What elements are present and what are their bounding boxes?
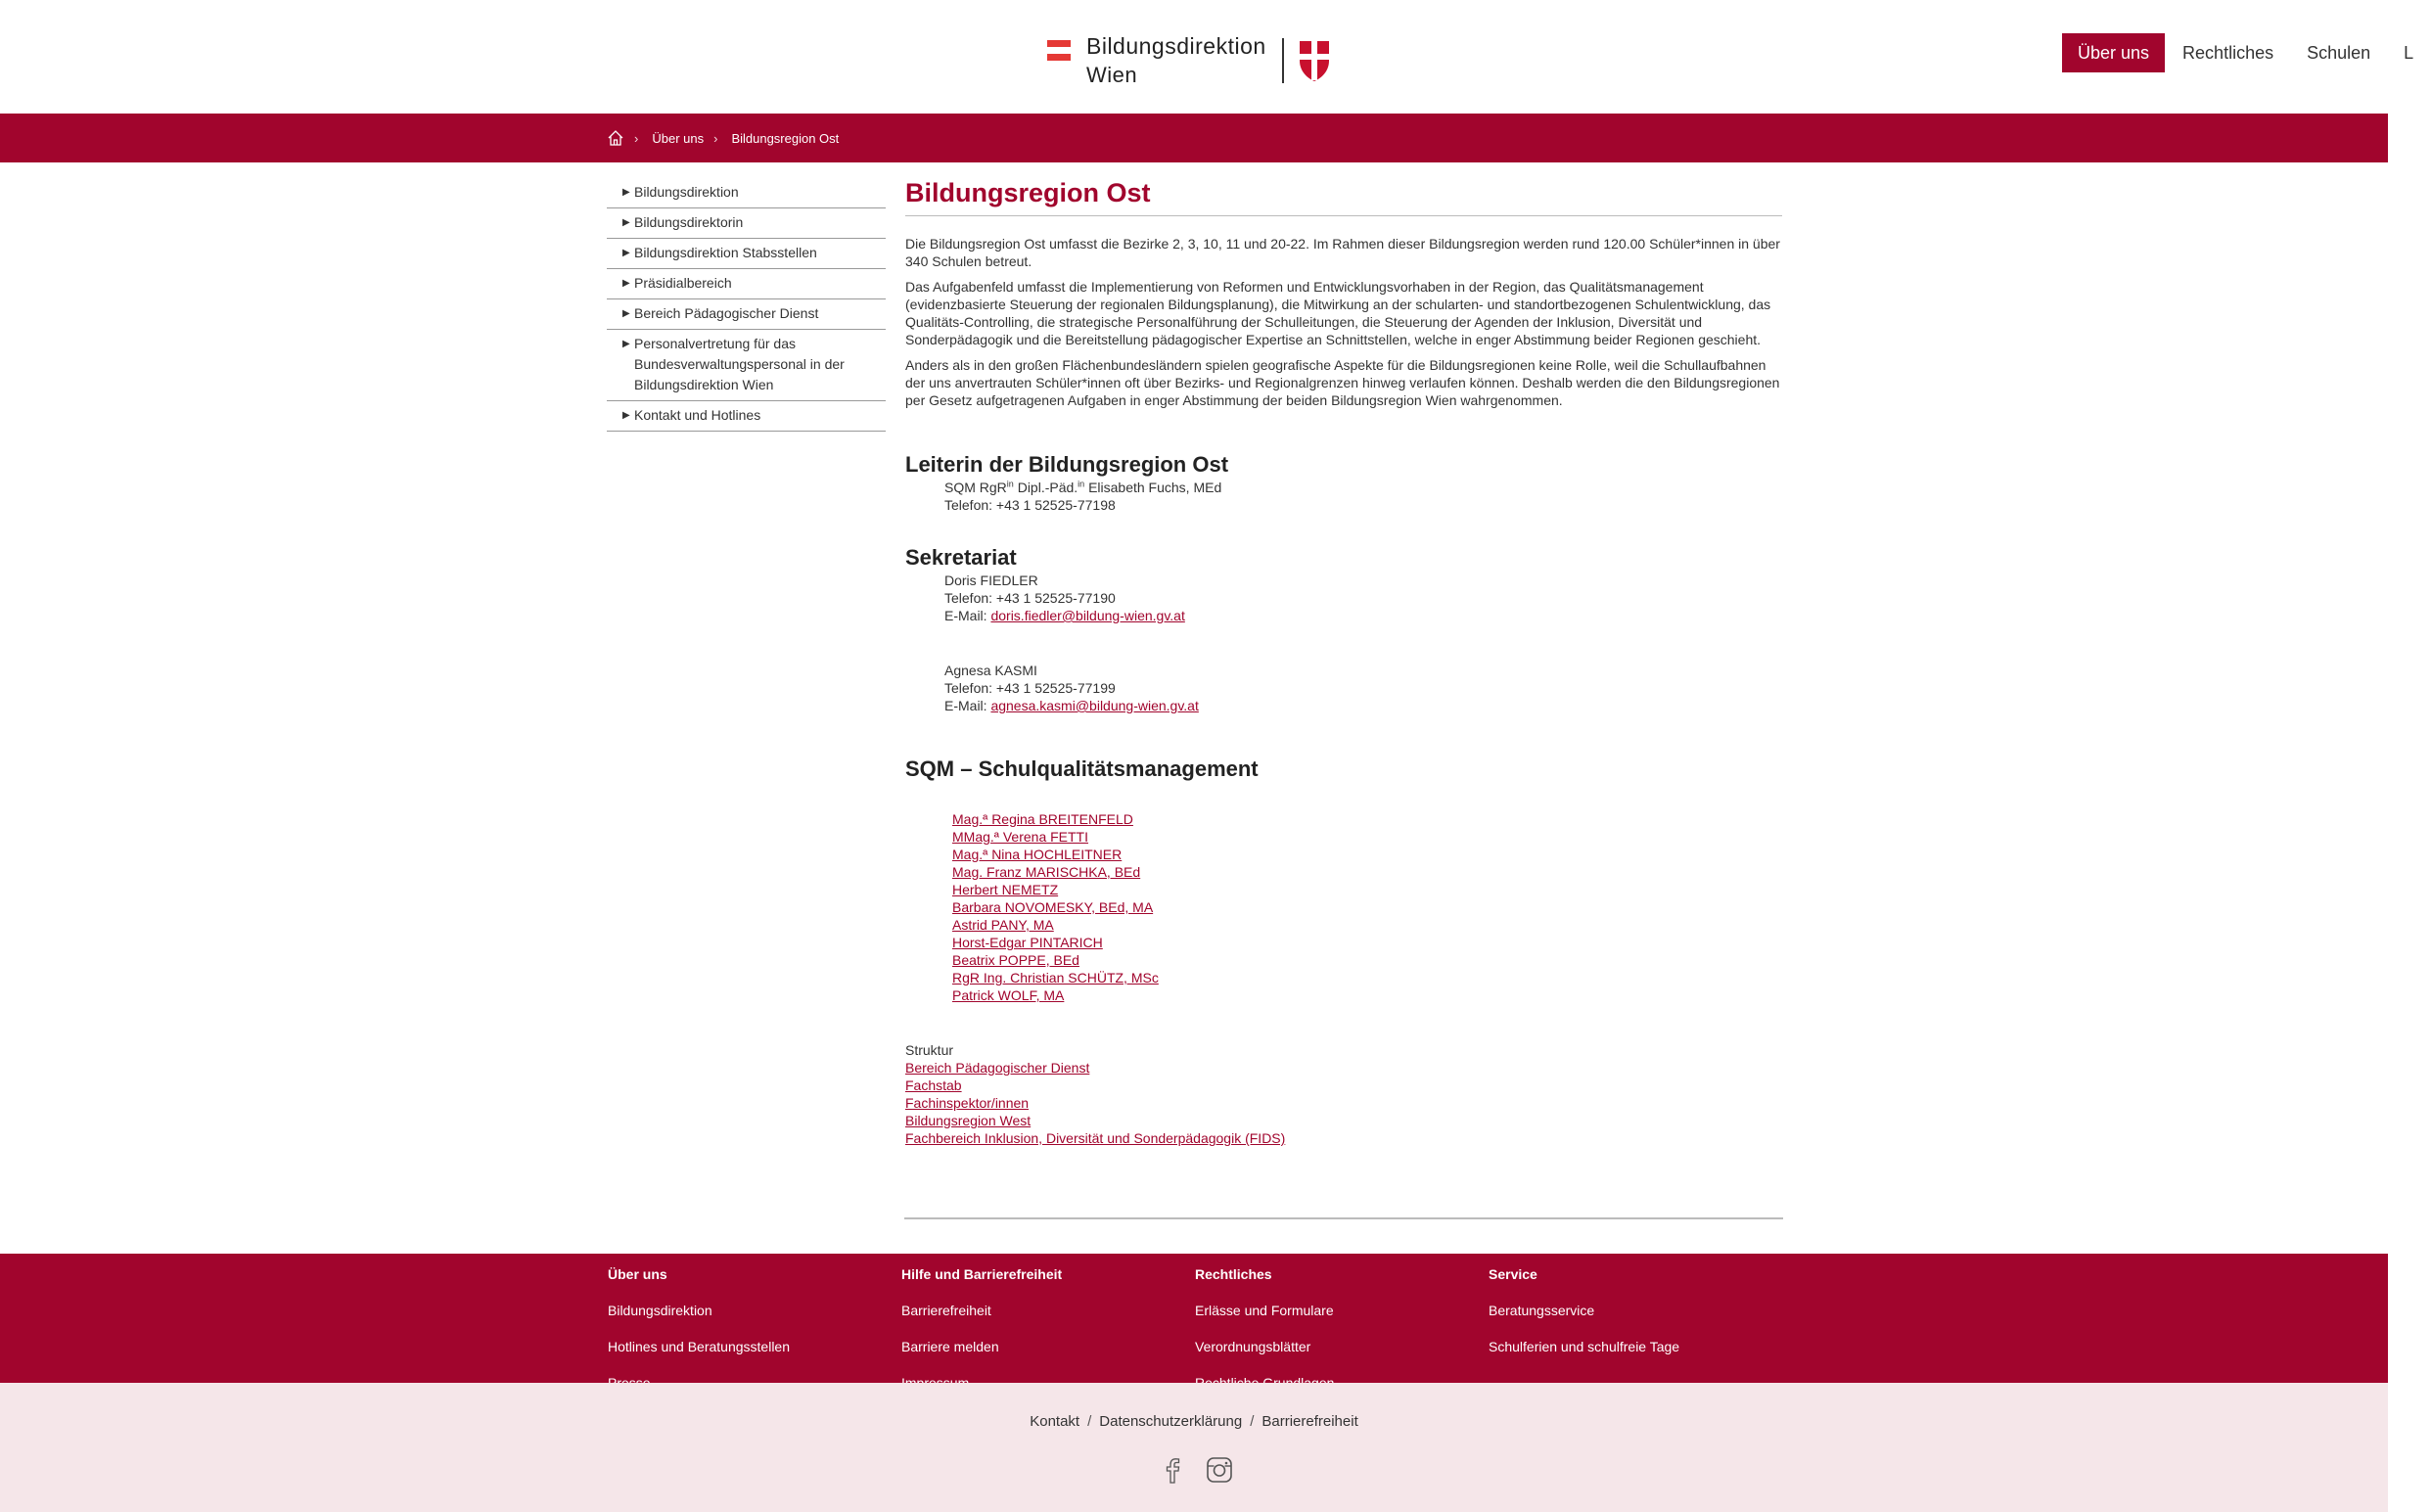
- leiterin-contact: [905, 479, 1782, 514]
- logo-title: Bildungsdirektion: [1086, 33, 1266, 59]
- sqm-person-link[interactable]: Mag.ª Nina HOCHLEITNER: [952, 847, 1123, 862]
- struktur-link[interactable]: Fachinspektor/innen: [905, 1095, 1030, 1111]
- sidebar-item-bildungsdirektion[interactable]: ▶ Bildungsdirektion: [607, 178, 886, 208]
- instagram-icon[interactable]: [1205, 1455, 1234, 1485]
- sqm-person-link[interactable]: Mag.ª Regina BREITENFELD: [952, 811, 1133, 827]
- sqm-person-link[interactable]: Patrick WOLF, MA: [952, 987, 1065, 1003]
- sqm-person-link[interactable]: Mag. Franz MARISCHKA, BEd: [952, 864, 1141, 880]
- breadcrumb-item-current: Bildungsregion Ost: [731, 130, 840, 146]
- main-content: [905, 176, 1782, 1147]
- struktur-section: [905, 1041, 1782, 1147]
- sidebar-item-praesidialbereich[interactable]: ▶ Präsidialbereich: [607, 269, 886, 299]
- sqm-person-link[interactable]: MMag.ª Verena FETTI: [952, 829, 1089, 845]
- email-link[interactable]: doris.fiedler@bildung-wien.gv.at: [990, 608, 1185, 623]
- footer-column-ueber-uns: [608, 1254, 790, 1401]
- triangle-right-icon: ▶: [622, 278, 630, 289]
- sidebar-item-bildungsdirektorin[interactable]: ▶ Bildungsdirektorin: [607, 208, 886, 239]
- sqm-person-link[interactable]: RgR Ing. Christian SCHÜTZ, MSc: [952, 970, 1159, 985]
- link-separator: /: [1250, 1413, 1255, 1430]
- triangle-right-icon: ▶: [622, 308, 630, 319]
- region-paragraph: Anders als in den großen Flächenbundesländern spielen geografische Aspekte für die Bildungsregionen keine Rolle, weil die Schullaufbahnen der uns anvertrauten Schüler*innen oft über Bezirks- und Regionalgrenzen hinweg verlaufen können. Deshalb werden die den Bildungsregionen per Gesetz aufgetragenen Aufgaben in enger Abstimmung der beiden Bildungsregion Wien wahrgenommen.: [905, 357, 1780, 408]
- footer-link[interactable]: Barriere melden: [901, 1339, 999, 1354]
- chevron-right-icon: ›: [713, 130, 718, 146]
- legal-links: [0, 1413, 2388, 1430]
- triangle-right-icon: ▶: [622, 217, 630, 228]
- email-link[interactable]: agnesa.kasmi@bildung-wien.gv.at: [990, 698, 1199, 713]
- sekretariat-contact-1: [905, 572, 1782, 624]
- struktur-link[interactable]: Fachstab: [905, 1077, 962, 1093]
- sidebar-item-personalvertretung[interactable]: ▶ Personalvertretung für das Bundesverwaltungspersonal in der Bildungsdirektion Wien: [607, 330, 886, 401]
- triangle-right-icon: ▶: [622, 339, 630, 349]
- sqm-person-link[interactable]: Beatrix POPPE, BEd: [952, 952, 1079, 968]
- sqm-person-link[interactable]: Astrid PANY, MA: [952, 917, 1054, 933]
- link-separator: /: [1087, 1413, 1092, 1430]
- breadcrumb-item-ueber-uns[interactable]: Über uns: [652, 130, 705, 146]
- struktur-link[interactable]: Bildungsregion West: [905, 1113, 1032, 1128]
- breadcrumb-bar: [0, 114, 2388, 162]
- sqm-people-list: [905, 810, 1782, 1004]
- datenschutz-link[interactable]: Datenschutzerklärung: [1099, 1413, 1243, 1430]
- contact-name: Doris FIEDLER: [944, 573, 1038, 588]
- struktur-link[interactable]: Bereich Pädagogischer Dienst: [905, 1060, 1090, 1076]
- sidebar-navigation: [607, 178, 886, 432]
- austria-flag-icon: [1047, 40, 1071, 62]
- sub-footer: [0, 1383, 2388, 1512]
- logo-subtitle: Wien: [1086, 63, 1138, 87]
- sqm-heading: SQM – Schulqualitätsmanagement: [905, 756, 1259, 781]
- leiterin-heading: Leiterin der Bildungsregion Ost: [905, 452, 1229, 477]
- home-icon[interactable]: [607, 129, 624, 147]
- footer-column-title: Hilfe und Barrierefreiheit: [901, 1266, 1063, 1282]
- site-header: [0, 0, 2414, 114]
- footer-link[interactable]: Beratungsservice: [1489, 1303, 1595, 1318]
- triangle-right-icon: ▶: [622, 248, 630, 258]
- contact-phone: Telefon: +43 1 52525-77199: [944, 680, 1116, 696]
- footer-column-rechtliches: [1195, 1254, 1334, 1401]
- barrierefreiheit-link[interactable]: Barrierefreiheit: [1261, 1413, 1358, 1430]
- site-logo[interactable]: [1047, 33, 1331, 88]
- sqm-person-link[interactable]: Barbara NOVOMESKY, BEd, MA: [952, 899, 1154, 915]
- intro-paragraph: Die Bildungsregion Ost umfasst die Bezirke 2, 3, 10, 11 und 20-22. Im Rahmen dieser Bildungsregion werden rund 120.00 Schüler*innen in über 340 Schulen betreut.: [905, 236, 1780, 269]
- footer-link[interactable]: Bildungsdirektion: [608, 1303, 712, 1318]
- triangle-right-icon: ▶: [622, 410, 630, 421]
- leiterin-name: SQM RgR$^{in}$ Dipl.-Päd.$^{in}$ Elisabeth Fuchs, MEd: [944, 479, 1222, 495]
- chevron-right-icon: ›: [634, 130, 639, 146]
- footer-link[interactable]: Schulferien und schulfreie Tage: [1489, 1339, 1680, 1354]
- contact-phone: Telefon: +43 1 52525-77190: [944, 590, 1116, 606]
- struktur-label: Struktur: [905, 1042, 954, 1058]
- breadcrumb: [607, 114, 839, 162]
- footer-link[interactable]: Hotlines und Beratungsstellen: [608, 1339, 791, 1354]
- sqm-person-link[interactable]: Horst-Edgar PINTARICH: [952, 935, 1103, 950]
- footer-column-title: Service: [1489, 1266, 1537, 1282]
- contact-email-line: E-Mail: doris.fiedler@bildung-wien.gv.at: [944, 608, 1185, 623]
- footer-link[interactable]: Verordnungsblätter: [1195, 1339, 1311, 1354]
- tasks-paragraph: Das Aufgabenfeld umfasst die Implementierung von Reformen und Entwicklungsvorhaben in der Region, das Qualitätsmanagement (evidenzbasierte Steuerung der regionalen Bildungsplanung), die Mitwirkung an der schularten- und standortbezogenen Schulentwicklung, das Qualitäts-Controlling, die strategische Personalführung der Schulleitungen, die Steuerung der Agenden der Inklusion, Diversität und Sonderpädagogik und die Bereitstellung pädagogischer Expertise an Schnittstellen, welche in enger Abstimmung beider Regionen geschieht.: [905, 279, 1771, 347]
- contact-name: Agnesa KASMI: [944, 663, 1037, 678]
- social-links: [1158, 1455, 1234, 1485]
- vienna-coat-of-arms-icon: [1298, 39, 1331, 82]
- nav-ueber-uns[interactable]: Über uns: [2062, 33, 2165, 72]
- kontakt-link[interactable]: Kontakt: [1030, 1413, 1080, 1430]
- struktur-link[interactable]: Fachbereich Inklusion, Diversität und Sonderpädagogik (FIDS): [905, 1130, 1286, 1146]
- nav-rechtliches[interactable]: Rechtliches: [2182, 43, 2274, 63]
- logo-divider: [1282, 38, 1284, 83]
- main-navigation: [2062, 33, 2431, 72]
- footer-column-service: [1489, 1254, 1679, 1365]
- nav-schulen[interactable]: Schulen: [2307, 43, 2371, 63]
- site-footer: [0, 1254, 2388, 1383]
- triangle-right-icon: ▶: [622, 187, 630, 198]
- sidebar-item-stabsstellen[interactable]: ▶ Bildungsdirektion Stabsstellen: [607, 239, 886, 269]
- footer-column-hilfe: [901, 1254, 1062, 1401]
- footer-column-title: Rechtliches: [1195, 1266, 1272, 1282]
- contact-email-line: E-Mail: agnesa.kasmi@bildung-wien.gv.at: [944, 698, 1199, 713]
- sidebar-item-kontakt[interactable]: ▶ Kontakt und Hotlines: [607, 401, 886, 432]
- sqm-person-link[interactable]: Herbert NEMETZ: [952, 882, 1059, 897]
- content-divider: [904, 1217, 1783, 1219]
- nav-more[interactable]: L: [2404, 43, 2414, 63]
- leiterin-phone: Telefon: +43 1 52525-77198: [944, 497, 1116, 513]
- facebook-icon[interactable]: [1158, 1455, 1187, 1485]
- footer-link[interactable]: Erlässe und Formulare: [1195, 1303, 1334, 1318]
- sekretariat-contact-2: [905, 662, 1782, 714]
- sidebar-item-paedagogischer-dienst[interactable]: ▶ Bereich Pädagogischer Dienst: [607, 299, 886, 330]
- sekretariat-heading: Sekretariat: [905, 545, 1017, 570]
- page-title: Bildungsregion Ost: [905, 176, 1782, 216]
- footer-link[interactable]: Barrierefreiheit: [901, 1303, 991, 1318]
- footer-column-title: Über uns: [608, 1266, 667, 1282]
